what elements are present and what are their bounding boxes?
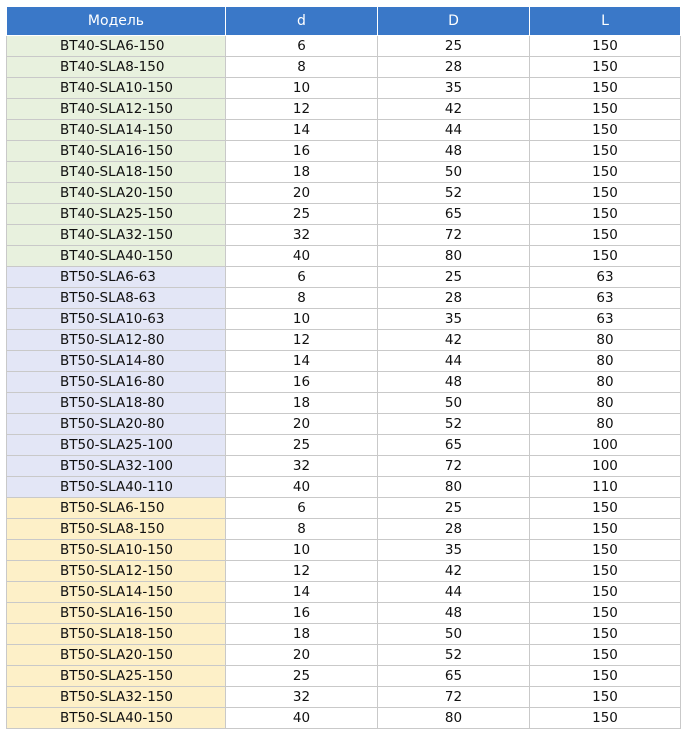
cell-D: 52 — [378, 414, 530, 435]
cell-L: 110 — [530, 477, 681, 498]
cell-model: BT40-SLA16-150 — [7, 141, 226, 162]
cell-L: 150 — [530, 582, 681, 603]
cell-L: 80 — [530, 351, 681, 372]
table-row — [7, 477, 681, 498]
cell-d: 14 — [226, 582, 378, 603]
cell-D: 28 — [378, 519, 530, 540]
cell-model: BT40-SLA18-150 — [7, 162, 226, 183]
cell-model: BT50-SLA8-63 — [7, 288, 226, 309]
table-row — [7, 204, 681, 225]
cell-d: 6 — [226, 498, 378, 519]
cell-L: 150 — [530, 519, 681, 540]
spec-table — [6, 6, 681, 729]
cell-model: BT40-SLA25-150 — [7, 204, 226, 225]
cell-d: 18 — [226, 393, 378, 414]
header-row — [7, 7, 681, 36]
cell-D: 65 — [378, 435, 530, 456]
cell-model: BT50-SLA14-80 — [7, 351, 226, 372]
cell-D: 44 — [378, 351, 530, 372]
cell-model: BT50-SLA6-63 — [7, 267, 226, 288]
cell-d: 18 — [226, 624, 378, 645]
cell-L: 80 — [530, 393, 681, 414]
table-row — [7, 267, 681, 288]
cell-d: 6 — [226, 267, 378, 288]
table-row — [7, 498, 681, 519]
cell-L: 100 — [530, 435, 681, 456]
cell-D: 65 — [378, 204, 530, 225]
cell-model: BT40-SLA10-150 — [7, 78, 226, 99]
table-row — [7, 57, 681, 78]
cell-model: BT50-SLA16-150 — [7, 603, 226, 624]
cell-D: 72 — [378, 456, 530, 477]
table-row — [7, 99, 681, 120]
cell-L: 150 — [530, 183, 681, 204]
table-row — [7, 225, 681, 246]
table-row — [7, 246, 681, 267]
table-row — [7, 78, 681, 99]
cell-D: 25 — [378, 498, 530, 519]
cell-D: 50 — [378, 393, 530, 414]
table-row — [7, 309, 681, 330]
cell-D: 42 — [378, 330, 530, 351]
cell-D: 35 — [378, 309, 530, 330]
cell-L: 150 — [530, 561, 681, 582]
header-d: d — [226, 7, 378, 36]
table-row — [7, 141, 681, 162]
cell-d: 16 — [226, 603, 378, 624]
cell-d: 10 — [226, 78, 378, 99]
cell-L: 100 — [530, 456, 681, 477]
cell-model: BT40-SLA6-150 — [7, 36, 226, 57]
cell-L: 150 — [530, 36, 681, 57]
cell-model: BT50-SLA25-150 — [7, 666, 226, 687]
table-row — [7, 330, 681, 351]
table-row — [7, 183, 681, 204]
cell-model: BT50-SLA12-80 — [7, 330, 226, 351]
cell-d: 6 — [226, 36, 378, 57]
cell-D: 44 — [378, 120, 530, 141]
cell-D: 50 — [378, 162, 530, 183]
cell-model: BT40-SLA14-150 — [7, 120, 226, 141]
cell-L: 150 — [530, 225, 681, 246]
cell-model: BT40-SLA8-150 — [7, 57, 226, 78]
table-row — [7, 36, 681, 57]
cell-d: 12 — [226, 330, 378, 351]
cell-L: 150 — [530, 57, 681, 78]
cell-L: 150 — [530, 204, 681, 225]
cell-model: BT40-SLA20-150 — [7, 183, 226, 204]
table-row — [7, 414, 681, 435]
header-L: L — [530, 7, 681, 36]
cell-D: 72 — [378, 687, 530, 708]
cell-d: 14 — [226, 351, 378, 372]
cell-D: 52 — [378, 183, 530, 204]
cell-model: BT50-SLA20-80 — [7, 414, 226, 435]
cell-D: 28 — [378, 57, 530, 78]
table-row — [7, 624, 681, 645]
cell-d: 10 — [226, 540, 378, 561]
cell-model: BT50-SLA32-150 — [7, 687, 226, 708]
cell-D: 42 — [378, 99, 530, 120]
table-row — [7, 435, 681, 456]
cell-d: 32 — [226, 456, 378, 477]
cell-model: BT50-SLA20-150 — [7, 645, 226, 666]
cell-L: 150 — [530, 540, 681, 561]
cell-d: 16 — [226, 372, 378, 393]
cell-L: 80 — [530, 330, 681, 351]
cell-D: 44 — [378, 582, 530, 603]
cell-model: BT50-SLA16-80 — [7, 372, 226, 393]
cell-D: 48 — [378, 141, 530, 162]
table-row — [7, 645, 681, 666]
cell-L: 150 — [530, 120, 681, 141]
cell-model: BT50-SLA18-150 — [7, 624, 226, 645]
cell-D: 80 — [378, 477, 530, 498]
cell-d: 8 — [226, 57, 378, 78]
cell-model: BT50-SLA40-150 — [7, 708, 226, 729]
cell-model: BT50-SLA40-110 — [7, 477, 226, 498]
table-row — [7, 393, 681, 414]
cell-D: 72 — [378, 225, 530, 246]
cell-model: BT40-SLA40-150 — [7, 246, 226, 267]
cell-D: 80 — [378, 246, 530, 267]
cell-L: 63 — [530, 267, 681, 288]
cell-L: 150 — [530, 624, 681, 645]
cell-d: 40 — [226, 246, 378, 267]
table-row — [7, 561, 681, 582]
cell-D: 65 — [378, 666, 530, 687]
cell-d: 12 — [226, 561, 378, 582]
cell-D: 25 — [378, 36, 530, 57]
cell-D: 28 — [378, 288, 530, 309]
table-row — [7, 456, 681, 477]
cell-d: 20 — [226, 414, 378, 435]
cell-L: 80 — [530, 372, 681, 393]
table-row — [7, 351, 681, 372]
cell-model: BT50-SLA18-80 — [7, 393, 226, 414]
cell-d: 20 — [226, 645, 378, 666]
cell-L: 150 — [530, 603, 681, 624]
cell-d: 25 — [226, 435, 378, 456]
cell-D: 35 — [378, 540, 530, 561]
cell-d: 18 — [226, 162, 378, 183]
header-model: Модель — [7, 7, 226, 36]
cell-L: 150 — [530, 498, 681, 519]
cell-L: 63 — [530, 309, 681, 330]
table-body — [7, 36, 681, 729]
table-row — [7, 666, 681, 687]
cell-D: 50 — [378, 624, 530, 645]
cell-D: 48 — [378, 603, 530, 624]
cell-d: 8 — [226, 519, 378, 540]
cell-d: 10 — [226, 309, 378, 330]
cell-d: 14 — [226, 120, 378, 141]
cell-L: 150 — [530, 141, 681, 162]
cell-d: 12 — [226, 99, 378, 120]
cell-L: 150 — [530, 666, 681, 687]
cell-d: 32 — [226, 687, 378, 708]
cell-model: BT40-SLA12-150 — [7, 99, 226, 120]
table-row — [7, 603, 681, 624]
cell-model: BT50-SLA32-100 — [7, 456, 226, 477]
cell-L: 150 — [530, 78, 681, 99]
cell-L: 80 — [530, 414, 681, 435]
table-row — [7, 582, 681, 603]
cell-L: 150 — [530, 99, 681, 120]
cell-L: 150 — [530, 246, 681, 267]
cell-D: 80 — [378, 708, 530, 729]
cell-model: BT50-SLA10-150 — [7, 540, 226, 561]
cell-model: BT40-SLA32-150 — [7, 225, 226, 246]
cell-model: BT50-SLA6-150 — [7, 498, 226, 519]
cell-d: 16 — [226, 141, 378, 162]
cell-d: 40 — [226, 477, 378, 498]
cell-model: BT50-SLA14-150 — [7, 582, 226, 603]
cell-model: BT50-SLA25-100 — [7, 435, 226, 456]
cell-L: 150 — [530, 708, 681, 729]
table-row — [7, 372, 681, 393]
cell-L: 150 — [530, 687, 681, 708]
header-D: D — [378, 7, 530, 36]
cell-model: BT50-SLA10-63 — [7, 309, 226, 330]
cell-d: 40 — [226, 708, 378, 729]
cell-D: 25 — [378, 267, 530, 288]
table-row — [7, 540, 681, 561]
table-row — [7, 288, 681, 309]
table-row — [7, 708, 681, 729]
table-row — [7, 120, 681, 141]
cell-d: 32 — [226, 225, 378, 246]
cell-model: BT50-SLA8-150 — [7, 519, 226, 540]
cell-d: 8 — [226, 288, 378, 309]
cell-D: 52 — [378, 645, 530, 666]
cell-d: 25 — [226, 204, 378, 225]
cell-model: BT50-SLA12-150 — [7, 561, 226, 582]
cell-D: 35 — [378, 78, 530, 99]
cell-d: 20 — [226, 183, 378, 204]
table-row — [7, 519, 681, 540]
table-row — [7, 687, 681, 708]
cell-L: 150 — [530, 645, 681, 666]
cell-D: 42 — [378, 561, 530, 582]
cell-d: 25 — [226, 666, 378, 687]
cell-D: 48 — [378, 372, 530, 393]
cell-L: 63 — [530, 288, 681, 309]
cell-L: 150 — [530, 162, 681, 183]
table-row — [7, 162, 681, 183]
